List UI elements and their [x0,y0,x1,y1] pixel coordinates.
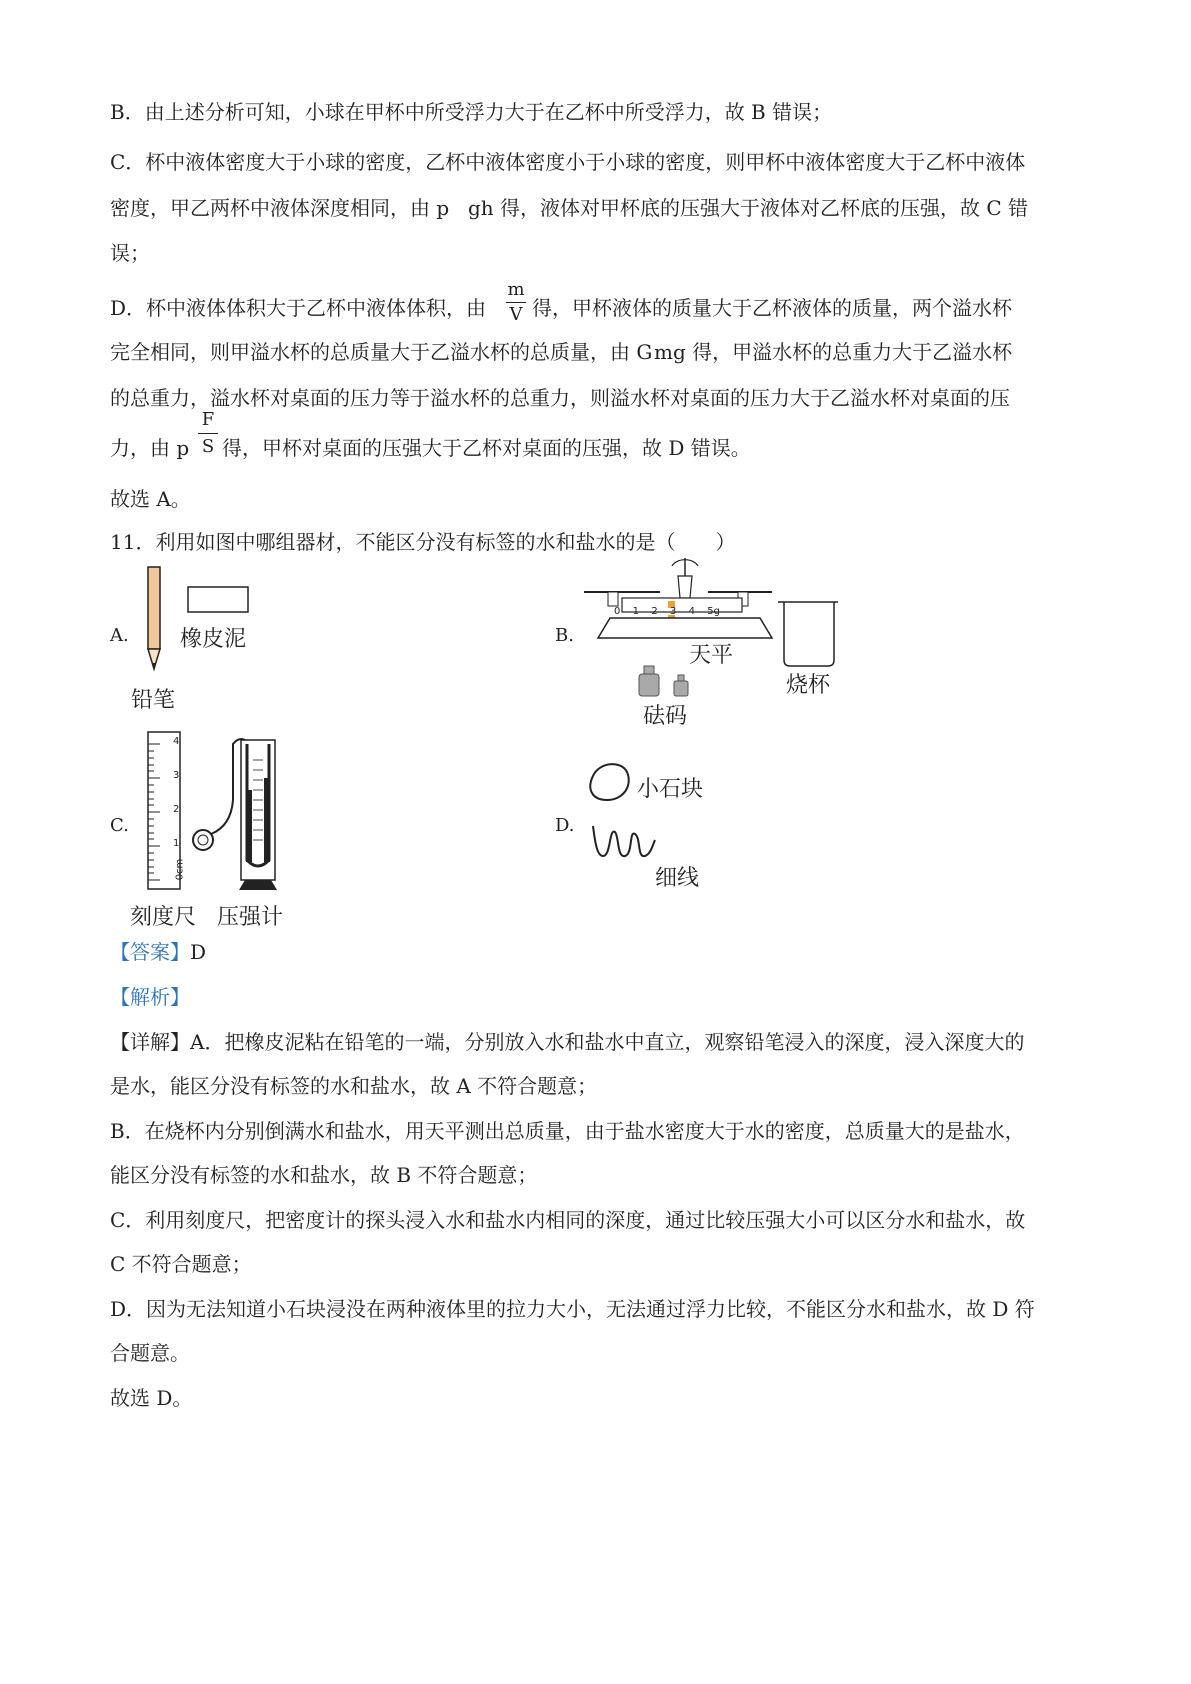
detail-choose: 故选 D。 [110,1386,193,1410]
pencil-icon [148,567,160,649]
answer-tag: 【答案】 [110,940,190,964]
label-manometer: 压强计 [217,905,284,930]
prev-line-d1b: 得，甲杯液体的质量大于乙杯液体的质量，两个溢水杯 [532,296,1012,320]
stone-icon [590,764,628,800]
label-beaker: 烧杯 [786,673,831,698]
detail-line-5: C．利用刻度尺，把密度计的探头浸入水和盐水内相同的深度，通过比较压强大小可以区分水和盐水，故 [110,1208,1026,1232]
fraction-v-denominator: V [509,304,523,325]
ruler-and-manometer-figure [145,730,295,890]
fraction-m-numerator: m [507,279,525,300]
weight-large-icon [639,674,659,696]
fraction-s-denominator: S [201,436,215,457]
label-stone: 小石块 [637,777,704,802]
detail-line-1: 【详解】A．把橡皮泥粘在铅笔的一端，分别放入水和盐水中直立，观察铅笔浸入的深度，浸入深度大的 [110,1030,1025,1054]
detail-line-7: D．因为无法知道小石块浸没在两种液体里的拉力大小，无法通过浮力比较，不能区分水和盐水，故 D 符 [110,1297,1035,1321]
prev-line-d4b: 得，甲杯对桌面的压强大于乙杯对桌面的压强，故 D 错误。 [222,436,751,460]
option-a-letter: A. [110,625,129,646]
label-string: 细线 [655,866,700,891]
prev-line-c1: C．杯中液体密度大于小球的密度，乙杯中液体密度小于小球的密度，则甲杯中液体密度大于乙杯中液体 [110,150,1026,174]
label-balance: 天平 [689,643,734,668]
question-stem: 11．利用如图中哪组器材，不能区分没有标签的水和盐水的是（ ） [110,530,736,554]
prev-line-c2a: 密度，甲乙两杯中液体深度相同，由 p [110,196,450,220]
label-ruler: 刻度尺 [130,905,197,930]
balance-base [598,618,772,638]
prev-line-d4a: 力，由 p [110,436,190,460]
detail-line-6: C 不符合题意； [110,1252,252,1276]
answer-line [110,937,206,967]
fraction-m-bar [506,302,526,303]
detail-line-4: 能区分没有标签的水和盐水，故 B 不符合题意； [110,1163,538,1187]
prev-line-c3: 误； [110,241,150,265]
option-b-letter: B. [555,625,574,646]
weight-small-icon [674,681,688,696]
prev-line-b: B．由上述分析可知，小球在甲杯中所受浮力大于在乙杯中所受浮力，故 B 错误； [110,100,833,124]
label-weights: 砝码 [643,704,688,729]
prev-line-c2b: gh 得，液体对甲杯底的压强大于液体对乙杯底的压强，故 C 错 [468,196,1029,220]
label-putty: 橡皮泥 [180,627,247,652]
detail-line-8: 合题意。 [110,1341,190,1365]
detail-tag: 【详解】 [110,1030,190,1054]
string-icon [593,826,655,856]
balance-scale-ticks: 0 1 2 3 4 5g [614,606,720,617]
prev-choose: 故选 A。 [110,487,191,511]
ruler-tick-labels: 0cm 1 2 3 4 [173,736,186,881]
answer-value: D [190,940,207,964]
detail-line-3: B．在烧杯内分别倒满水和盐水，用天平测出总质量，由于盐水密度大于水的密度，总质量大的是盐水， [110,1119,1025,1143]
detail-line-2: 是水，能区分没有标签的水和盐水，故 A 不符合题意； [110,1074,598,1098]
option-c-letter: C. [110,815,129,836]
prev-line-d3: 的总重力，溢水杯对桌面的压力等于溢水杯的总重力，则溢水杯对桌面的压力大于乙溢水杯对桌面的压 [110,386,1010,410]
fraction-f-bar [198,433,218,434]
analysis-tag: 【解析】 [110,985,190,1009]
option-d-letter: D. [555,815,575,836]
putty-icon [188,587,248,612]
prev-line-d2a: 完全相同，则甲溢水杯的总质量大于乙溢水杯的总质量，由 G [110,340,653,364]
fraction-f-numerator: F [201,409,215,430]
prev-line-d1a: D．杯中液体体积大于乙杯中液体体积，由 [110,296,487,320]
beaker-icon [784,602,834,666]
prev-line-d2b: mg 得，甲溢水杯的总重力大于乙溢水杯 [654,340,1013,364]
label-pencil: 铅笔 [131,688,176,713]
